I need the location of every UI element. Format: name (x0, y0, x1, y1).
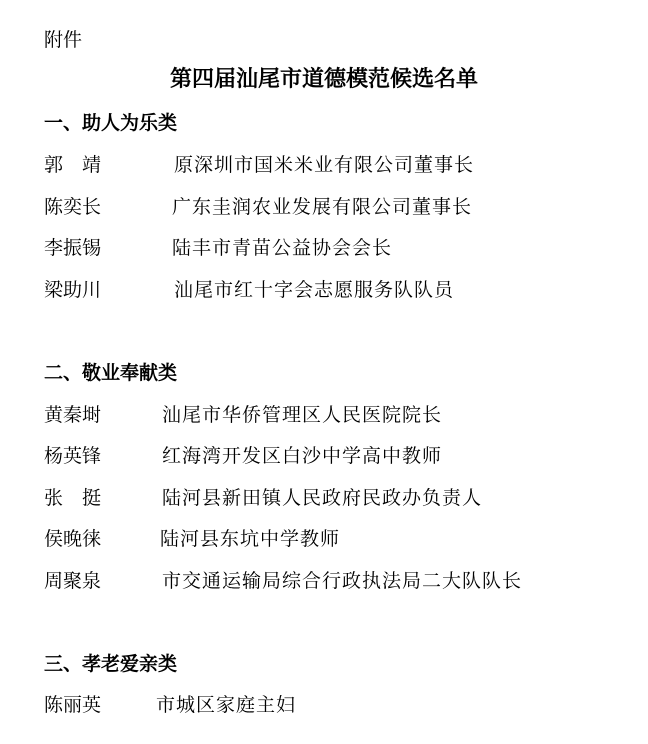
candidate-name: 李振锡 (44, 237, 102, 259)
list-item (44, 441, 443, 468)
candidate-description: 广东圭润农业发展有限公司董事长 (172, 196, 473, 218)
list-item (44, 150, 475, 177)
candidate-description: 汕尾市红十字会志愿服务队队员 (174, 279, 455, 301)
candidate-description: 汕尾市华侨管理区人民医院院长 (162, 404, 443, 426)
list-item (44, 483, 483, 510)
candidate-name: 陈奕长 (44, 196, 102, 218)
list-item (44, 566, 523, 593)
candidate-name: 黄秦埘 (44, 404, 102, 426)
candidate-name: 梁助川 (44, 279, 102, 301)
candidate-description: 市交通运输局综合行政执法局二大队队长 (162, 570, 523, 592)
candidate-description: 陆丰市青苗公益协会会长 (172, 237, 393, 259)
page-title: 第四届汕尾市道德模范候选名单 (169, 66, 478, 92)
section-heading: 一、助人为乐类 (44, 112, 178, 134)
candidate-name: 侯晚徕 (44, 528, 102, 550)
candidate-name: 周聚泉 (44, 570, 102, 592)
candidate-description: 红海湾开发区白沙中学高中教师 (162, 445, 443, 467)
attachment-label: 附件 (44, 29, 83, 51)
candidate-name: 郭 靖 (44, 154, 102, 176)
candidate-description: 市城区家庭主妇 (156, 694, 297, 716)
candidate-description: 陆河县东坑中学教师 (160, 528, 341, 550)
list-item (44, 233, 393, 260)
list-item (44, 275, 455, 302)
list-item (44, 690, 297, 717)
section-heading: 三、孝老爱亲类 (44, 653, 178, 675)
candidate-description: 原深圳市国米米业有限公司董事长 (174, 154, 475, 176)
candidate-description: 陆河县新田镇人民政府民政办负责人 (162, 487, 483, 509)
candidate-name: 杨英锋 (44, 445, 102, 467)
candidate-name: 陈丽英 (44, 694, 102, 716)
candidate-name: 张 挺 (44, 487, 102, 509)
list-item (44, 524, 341, 551)
list-item (44, 400, 443, 427)
section-heading: 二、敬业奉献类 (44, 362, 178, 384)
list-item (44, 192, 473, 219)
